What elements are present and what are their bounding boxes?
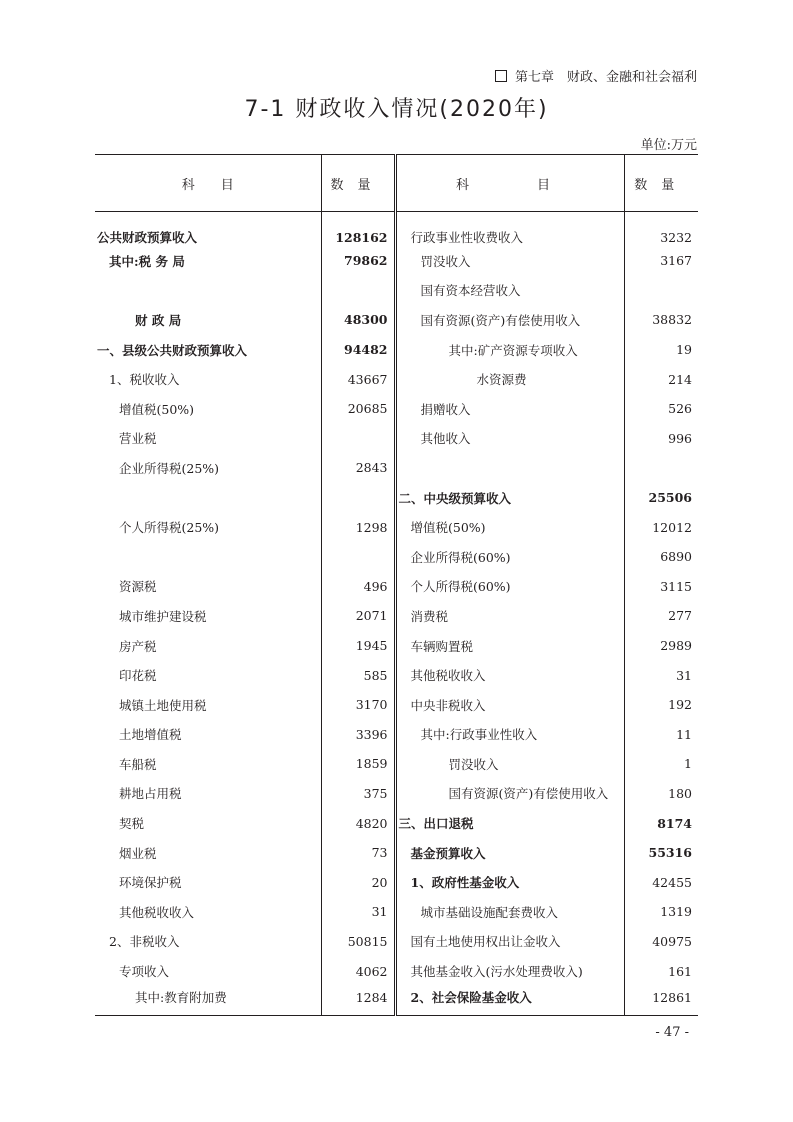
page-title: 7-1 财政收入情况(2020年) xyxy=(244,97,549,122)
table-row xyxy=(95,897,698,927)
table-row xyxy=(95,956,698,986)
table-row xyxy=(95,364,698,394)
left-value: 1284 xyxy=(321,986,395,1016)
right-label xyxy=(395,453,624,483)
left-value: 20 xyxy=(321,867,395,897)
table-row xyxy=(95,512,698,542)
left-value xyxy=(321,276,395,306)
right-label: 1、政府性基金收入 xyxy=(395,867,624,897)
chapter-title: 第七章 财政、金融和社会福利 xyxy=(514,70,697,85)
right-value: 3167 xyxy=(624,246,698,276)
left-label: 车船税 xyxy=(119,756,157,772)
left-value: 585 xyxy=(321,660,395,690)
table-row xyxy=(95,808,698,838)
table-row xyxy=(95,212,698,247)
left-label: 1、税收收入 xyxy=(109,372,180,388)
right-value: 6890 xyxy=(624,542,698,572)
left-value xyxy=(321,483,395,513)
page-number: - 47 - xyxy=(655,1025,689,1040)
right-label: 2、社会保险基金收入 xyxy=(395,986,624,1016)
right-value: 214 xyxy=(624,364,698,394)
right-label: 增值税(50%) xyxy=(395,512,624,542)
left-value: 496 xyxy=(321,572,395,602)
left-value: 2843 xyxy=(321,453,395,483)
table-row xyxy=(95,601,698,631)
right-value: 3115 xyxy=(624,572,698,602)
left-label xyxy=(95,483,321,513)
table-row xyxy=(95,394,698,424)
right-label: 三、出口退税 xyxy=(395,808,624,838)
left-label: 其中:教育附加费 xyxy=(95,986,321,1016)
table-row xyxy=(95,749,698,779)
left-value: 4820 xyxy=(321,808,395,838)
right-label: 其他税收收入 xyxy=(395,660,624,690)
left-label: 房产税 xyxy=(119,638,157,654)
left-label: 城镇土地使用税 xyxy=(119,697,207,713)
right-value: 55316 xyxy=(624,838,698,868)
right-value: 12012 xyxy=(624,512,698,542)
left-label: 环境保护税 xyxy=(119,875,182,891)
right-value: 1 xyxy=(624,749,698,779)
unit-label: 单位:万元 xyxy=(640,138,697,153)
left-label: 2、非税收入 xyxy=(109,934,180,950)
table-row xyxy=(95,542,698,572)
table-row xyxy=(95,838,698,868)
left-value: 4062 xyxy=(321,956,395,986)
right-label: 行政事业性收费收入 xyxy=(395,212,624,247)
right-label: 国有资源(资产)有偿使用收入 xyxy=(395,305,624,335)
right-label: 个人所得税(60%) xyxy=(395,572,624,602)
right-value: 8174 xyxy=(624,808,698,838)
right-value: 2989 xyxy=(624,631,698,661)
left-value: 2071 xyxy=(321,601,395,631)
right-label: 国有土地使用权出让金收入 xyxy=(395,927,624,957)
right-label: 罚没收入 xyxy=(395,246,624,276)
table-row xyxy=(95,690,698,720)
table-row xyxy=(95,246,698,276)
table-row xyxy=(95,720,698,750)
left-label: 增值税(50%) xyxy=(119,401,195,417)
left-value: 1298 xyxy=(321,512,395,542)
right-label: 车辆购置税 xyxy=(395,631,624,661)
right-label: 国有资源(资产)有偿使用收入 xyxy=(395,779,624,809)
table-row xyxy=(95,867,698,897)
right-label: 消费税 xyxy=(395,601,624,631)
right-label: 基金预算收入 xyxy=(395,838,624,868)
right-value: 1319 xyxy=(624,897,698,927)
right-value: 12861 xyxy=(624,986,698,1016)
right-label: 其他基金收入(污水处理费收入) xyxy=(395,956,624,986)
left-value xyxy=(321,424,395,454)
left-value: 375 xyxy=(321,779,395,809)
right-label: 城市基础设施配套费收入 xyxy=(395,897,624,927)
left-value: 3170 xyxy=(321,690,395,720)
left-label: 资源税 xyxy=(119,579,157,595)
table-header-row xyxy=(95,155,698,212)
table-row xyxy=(95,927,698,957)
table-row xyxy=(95,453,698,483)
table-row xyxy=(95,483,698,513)
left-value: 128162 xyxy=(321,212,395,247)
right-value: 25506 xyxy=(624,483,698,513)
left-value xyxy=(321,542,395,572)
right-value: 42455 xyxy=(624,867,698,897)
right-label: 其他收入 xyxy=(395,424,624,454)
table-row xyxy=(95,335,698,365)
right-label: 企业所得税(60%) xyxy=(395,542,624,572)
left-value: 1945 xyxy=(321,631,395,661)
left-value: 48300 xyxy=(321,305,395,335)
left-label: 专项收入 xyxy=(119,964,170,980)
header-subject-left: 科 目 xyxy=(95,155,321,212)
left-label: 烟业税 xyxy=(119,845,157,861)
header-amount-right: 数量 xyxy=(624,155,698,212)
left-value: 31 xyxy=(321,897,395,927)
left-value: 3396 xyxy=(321,720,395,750)
header-amount-left: 数量 xyxy=(321,155,395,212)
left-label: 印花税 xyxy=(119,668,157,684)
right-label: 其中:行政事业性收入 xyxy=(395,720,624,750)
left-label: 耕地占用税 xyxy=(119,786,182,802)
right-label: 中央非税收入 xyxy=(395,690,624,720)
right-value: 526 xyxy=(624,394,698,424)
left-value: 50815 xyxy=(321,927,395,957)
right-value: 996 xyxy=(624,424,698,454)
right-label: 其中:矿产资源专项收入 xyxy=(395,335,624,365)
right-value: 3232 xyxy=(624,212,698,247)
left-label: 营业税 xyxy=(119,431,157,447)
left-label: 城市维护建设税 xyxy=(119,608,207,624)
right-label: 国有资本经营收入 xyxy=(395,276,624,306)
table-row xyxy=(95,660,698,690)
right-value: 11 xyxy=(624,720,698,750)
chapter-box-icon xyxy=(495,70,507,82)
right-value: 161 xyxy=(624,956,698,986)
right-label: 捐赠收入 xyxy=(395,394,624,424)
table-row xyxy=(95,276,698,306)
left-value: 43667 xyxy=(321,364,395,394)
left-value: 94482 xyxy=(321,335,395,365)
left-label xyxy=(95,276,321,306)
left-label: 其中:税 务 局 xyxy=(109,253,185,269)
right-value: 180 xyxy=(624,779,698,809)
table-row xyxy=(95,424,698,454)
right-value: 19 xyxy=(624,335,698,365)
right-value: 31 xyxy=(624,660,698,690)
left-label: 一、县级公共财政预算收入 xyxy=(97,342,248,358)
left-label: 公共财政预算收入 xyxy=(97,230,198,245)
table-row xyxy=(95,779,698,809)
left-label: 契税 xyxy=(119,816,145,832)
left-value: 73 xyxy=(321,838,395,868)
table-row xyxy=(95,986,698,1016)
table-row xyxy=(95,631,698,661)
left-label: 企业所得税(25%) xyxy=(119,460,220,476)
right-value: 192 xyxy=(624,690,698,720)
right-label: 二、中央级预算收入 xyxy=(395,483,624,513)
table-row xyxy=(95,305,698,335)
left-label xyxy=(95,542,321,572)
left-value: 1859 xyxy=(321,749,395,779)
left-label: 个人所得税(25%) xyxy=(119,520,220,536)
revenue-table xyxy=(95,154,698,1016)
left-label: 其他税收收入 xyxy=(119,904,195,920)
right-value xyxy=(624,453,698,483)
left-value: 79862 xyxy=(321,246,395,276)
right-label: 水资源费 xyxy=(395,364,624,394)
right-value: 40975 xyxy=(624,927,698,957)
right-label: 罚没收入 xyxy=(395,749,624,779)
chapter-header xyxy=(495,66,697,85)
right-value: 277 xyxy=(624,601,698,631)
right-value xyxy=(624,276,698,306)
left-label: 土地增值税 xyxy=(119,727,182,743)
left-label: 财 政 局 xyxy=(135,312,182,328)
left-value: 20685 xyxy=(321,394,395,424)
header-subject-right: 科 目 xyxy=(395,155,624,212)
right-value: 38832 xyxy=(624,305,698,335)
table-row xyxy=(95,572,698,602)
